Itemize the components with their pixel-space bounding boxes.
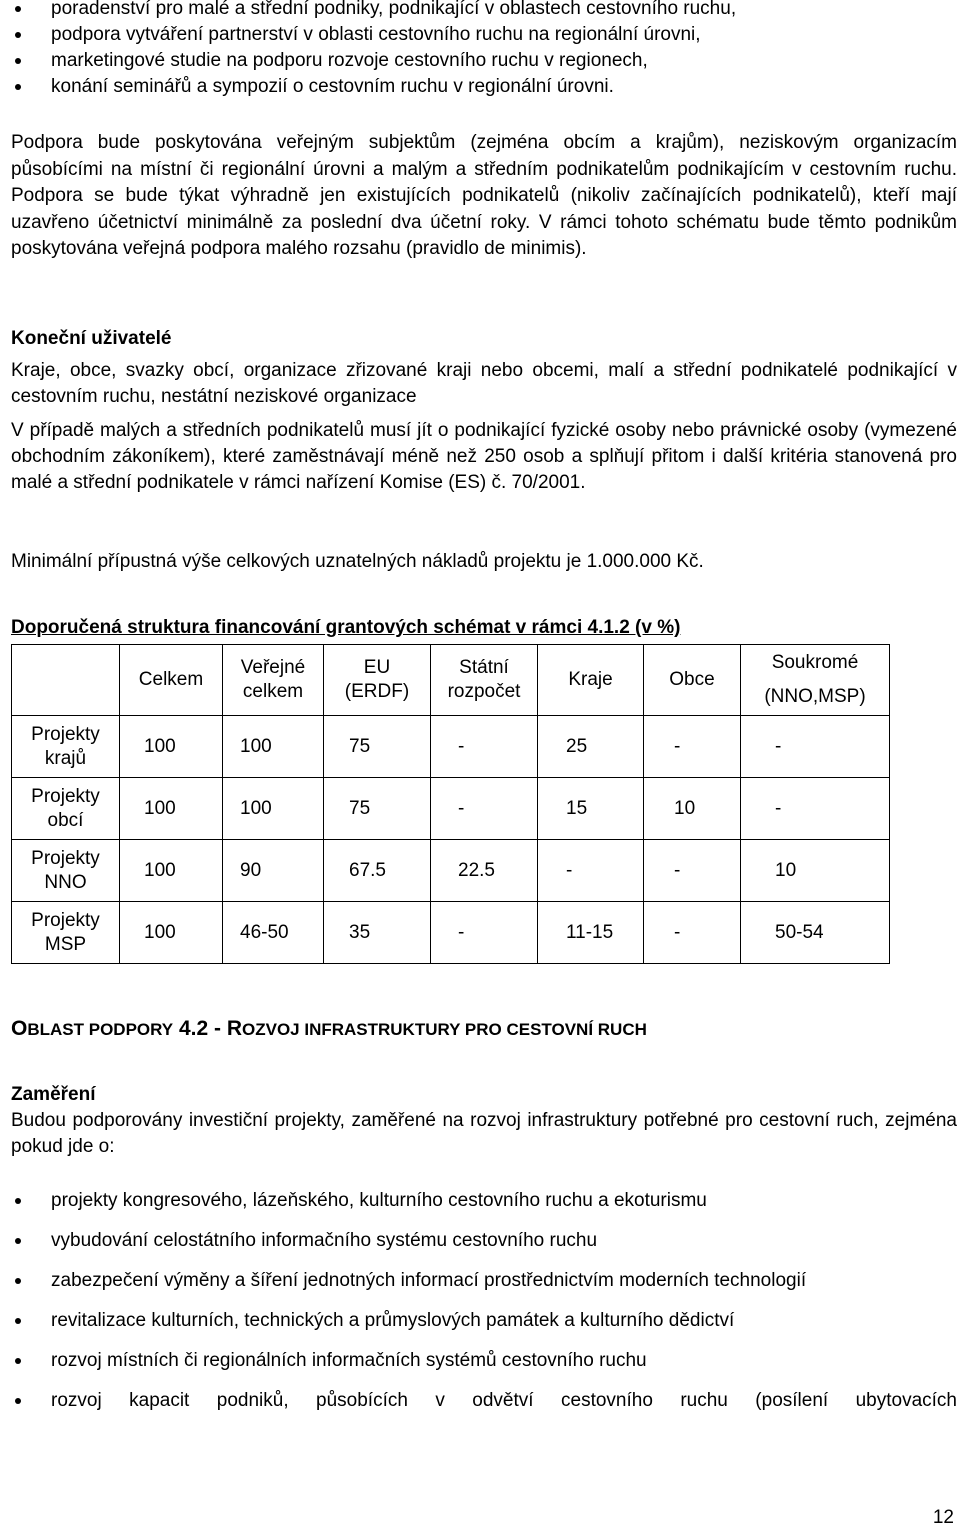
table-cell: 11-15 bbox=[538, 902, 644, 964]
header-cell: Celkem bbox=[120, 645, 223, 716]
min-cost-paragraph: Minimální přípustná výše celkových uznatelných nákladů projektu je 1.000.000 Kč. bbox=[11, 551, 704, 572]
table-row bbox=[12, 778, 890, 840]
table-cell: 100 bbox=[223, 778, 324, 840]
header-cell: Obce bbox=[644, 645, 741, 716]
end-users-paragraph: Kraje, obce, svazky obcí, organizace zřizované kraji nebo obcemi, malí a střední podnikatelé podnikající v cestovním ruchu, nestátní neziskové organizace bbox=[11, 360, 957, 407]
list-item: rozvoj místních či regionálních informačních systémů cestovního ruchu bbox=[11, 1348, 957, 1374]
table-cell: - bbox=[644, 840, 741, 902]
row-label: Projekty MSP bbox=[12, 902, 120, 964]
table-cell: - bbox=[431, 778, 538, 840]
table-cell: 100 bbox=[120, 778, 223, 840]
sme-paragraph: V případě malých a středních podnikatelů musí jít o podnikající fyzické osoby nebo právnické osoby (vymezené obchodním zákoníkem), které zaměstnávají méně než 250 osob a splňují přitom i další kritéria stanovená pro malé a střední podnikatele v rámci nařízení Komise (ES) č. 70/2001. bbox=[11, 420, 957, 493]
table-row bbox=[12, 840, 890, 902]
financing-table bbox=[11, 644, 890, 964]
end-users-heading: Koneční uživatelé bbox=[11, 328, 172, 349]
table-cell: 100 bbox=[120, 716, 223, 778]
empty-header-cell bbox=[12, 645, 120, 716]
list-item: projekty kongresového, lázeňského, kulturního cestovního ruchu a ekoturismu bbox=[11, 1188, 957, 1214]
list-item: konání seminářů a sympozií o cestovním ruchu v regionální úrovni. bbox=[11, 74, 736, 100]
bottom-bullet-list bbox=[11, 1188, 957, 1428]
table-cell: - bbox=[741, 778, 890, 840]
header-cell: Veřejné celkem bbox=[223, 645, 324, 716]
header-cell: Kraje bbox=[538, 645, 644, 716]
support-paragraph: Podpora bude poskytována veřejným subjektům (zejména obcím a krajům), neziskovým organizacím působícími na místní či regionální úrovni a malým a středním podnikatelům podnikajícím v cestovním ruchu. Podpora se bude týkat výhradně jen existujících podnikatelů (nikoliv začínajících podnikatelů), kteří mají uzavřeno účetnictví minimálně za poslední dva účetní roky. V rámci tohoto schématu bude těmto podnikům poskytována veřejná podpora malého rozsahu (pravidlo de minimis). bbox=[11, 132, 957, 259]
list-item: rozvoj kapacit podniků, působících v odvětví cestovního ruchu (posílení ubytovacích bbox=[11, 1388, 957, 1414]
table-cell: - bbox=[741, 716, 890, 778]
row-label: Projekty krajů bbox=[12, 716, 120, 778]
table-cell: 10 bbox=[644, 778, 741, 840]
header-cell: Soukromé (NNO,MSP) bbox=[741, 645, 890, 716]
table-cell: - bbox=[644, 902, 741, 964]
table-cell: 15 bbox=[538, 778, 644, 840]
table-cell: - bbox=[431, 716, 538, 778]
table-cell: 35 bbox=[324, 902, 431, 964]
table-cell: - bbox=[644, 716, 741, 778]
table-cell: - bbox=[538, 840, 644, 902]
table-cell: 100 bbox=[120, 840, 223, 902]
table-cell: 100 bbox=[223, 716, 324, 778]
table-cell: 67.5 bbox=[324, 840, 431, 902]
table-cell: 75 bbox=[324, 716, 431, 778]
table-cell: 25 bbox=[538, 716, 644, 778]
list-item: zabezpečení výměny a šíření jednotných informací prostřednictvím moderních technologií bbox=[11, 1268, 957, 1294]
table-cell: 46-50 bbox=[223, 902, 324, 964]
list-item: vybudování celostátního informačního systému cestovního ruchu bbox=[11, 1228, 957, 1254]
focus-paragraph: Budou podporovány investiční projekty, zaměřené na rozvoj infrastruktury potřebné pro cestovní ruch, zejména pokud jde o: bbox=[11, 1110, 957, 1157]
header-cell: EU (ERDF) bbox=[324, 645, 431, 716]
table-cell: 10 bbox=[741, 840, 890, 902]
table-cell: 22.5 bbox=[431, 840, 538, 902]
table-cell: - bbox=[431, 902, 538, 964]
focus-heading: Zaměření bbox=[11, 1084, 96, 1105]
row-label: Projekty NNO bbox=[12, 840, 120, 902]
table-cell: 75 bbox=[324, 778, 431, 840]
table-title: Doporučená struktura financování grantových schémat v rámci 4.1.2 (v %) bbox=[11, 617, 681, 638]
table-cell: 90 bbox=[223, 840, 324, 902]
section-heading: OBLAST PODPORY 4.2 - ROZVOJ INFRASTRUKTURY PRO CESTOVNÍ RUCH bbox=[11, 1017, 647, 1040]
list-item: podpora vytváření partnerství v oblasti cestovního ruchu na regionální úrovni, bbox=[11, 22, 736, 48]
header-cell: Státní rozpočet bbox=[431, 645, 538, 716]
table-cell: 50-54 bbox=[741, 902, 890, 964]
list-item: marketingové studie na podporu rozvoje cestovního ruchu v regionech, bbox=[11, 48, 736, 74]
table-cell: 100 bbox=[120, 902, 223, 964]
row-label: Projekty obcí bbox=[12, 778, 120, 840]
table-header-row bbox=[12, 645, 890, 716]
list-item: poradenství pro malé a střední podniky, podnikající v oblastech cestovního ruchu, bbox=[11, 0, 736, 22]
table-row bbox=[12, 902, 890, 964]
page-number: 12 bbox=[932, 1507, 954, 1528]
table-row bbox=[12, 716, 890, 778]
list-item: revitalizace kulturních, technických a průmyslových památek a kulturního dědictví bbox=[11, 1308, 957, 1334]
top-bullet-list bbox=[11, 0, 736, 100]
